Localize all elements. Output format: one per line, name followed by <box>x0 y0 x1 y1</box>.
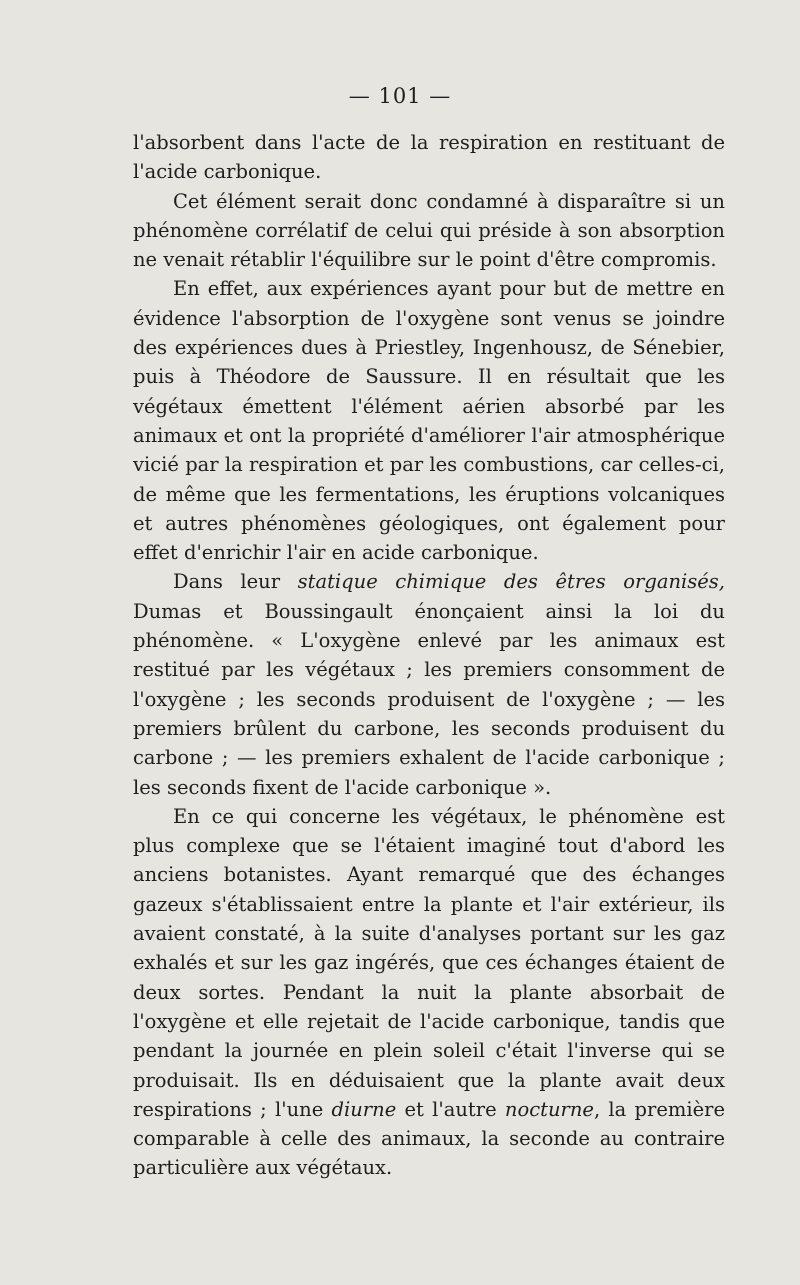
p4-text-end: Dumas et Boussingault énonçaient ainsi la loi du phénomène. « L'oxygène enlevé par les animaux est restitué par les végétaux ; les premiers consomment de l'oxygène ; les seconds produisent de l'oxygène ; — les premiers brûlent du carbone, les seconds produisent du carbone ; — les premiers exhalent de l'acide carbonique ; les seconds fixent de l'acide carbonique ». <box>133 599 725 799</box>
p4-italic-title: statique chimique des êtres organisés, <box>297 570 725 594</box>
page-number: — 101 — <box>348 84 452 108</box>
paragraph-element-disappearance: Cet élément serait donc condamné à disparaître si un phénomène corrélatif de celui qui préside à son absorption ne venait rétablir l'équilibre sur le point d'être compromis. <box>133 189 725 272</box>
paragraph-plant-respiration <box>133 802 725 1183</box>
p5-text-mid: et l'autre <box>396 1097 505 1121</box>
paragraph-continuation: l'absorbent dans l'acte de la respiration en restituant de l'acide carbonique. <box>133 131 725 184</box>
body-text <box>133 128 725 1183</box>
p5-text-start: En ce qui concerne les végétaux, le phénomène est plus complexe que se l'étaient imaginé tout d'abord les anciens botanistes. Ayant remarqué que des échanges gazeux s'établissaient entre la plante et l'air extérieur, ils avaient constaté, à la suite d'analyses portant sur les gaz exhalés et sur les gaz ingérés, que ces échanges étaient de deux sortes. Pendant la nuit la plante absorbait de l'oxygène et elle rejetait de l'acide carbonique, tandis que pendant la journée en plein soleil c'était l'inverse qui se produisait. Ils en déduisaient que la plante avait deux respirations ; l'une <box>133 804 725 1121</box>
p5-italic-nocturne: nocturne <box>504 1097 594 1121</box>
p4-text-start: Dans leur <box>173 570 298 594</box>
paragraph-dumas-boussingault <box>133 567 725 801</box>
p5-text-end: , la première comparable à celle des animaux, la seconde au contraire particulière aux végétaux. <box>133 1097 725 1180</box>
paragraph-experiments: En effet, aux expériences ayant pour but de mettre en évidence l'absorption de l'oxygène sont venus se joindre des expériences dues à Priestley, Ingenhousz, de Sénebier, puis à Théodore de Saussure. Il en résultait que les végétaux émettent l'élément aérien absorbé par les animaux et ont la propriété d'améliorer l'air atmosphérique vicié par la respiration et par les combustions, car celles-ci, de même que les fermentations, les éruptions volcaniques et autres phénomènes géologiques, ont également pour effet d'enrichir l'air en acide carbonique. <box>133 277 725 565</box>
p5-italic-diurne: diurne <box>331 1097 397 1121</box>
